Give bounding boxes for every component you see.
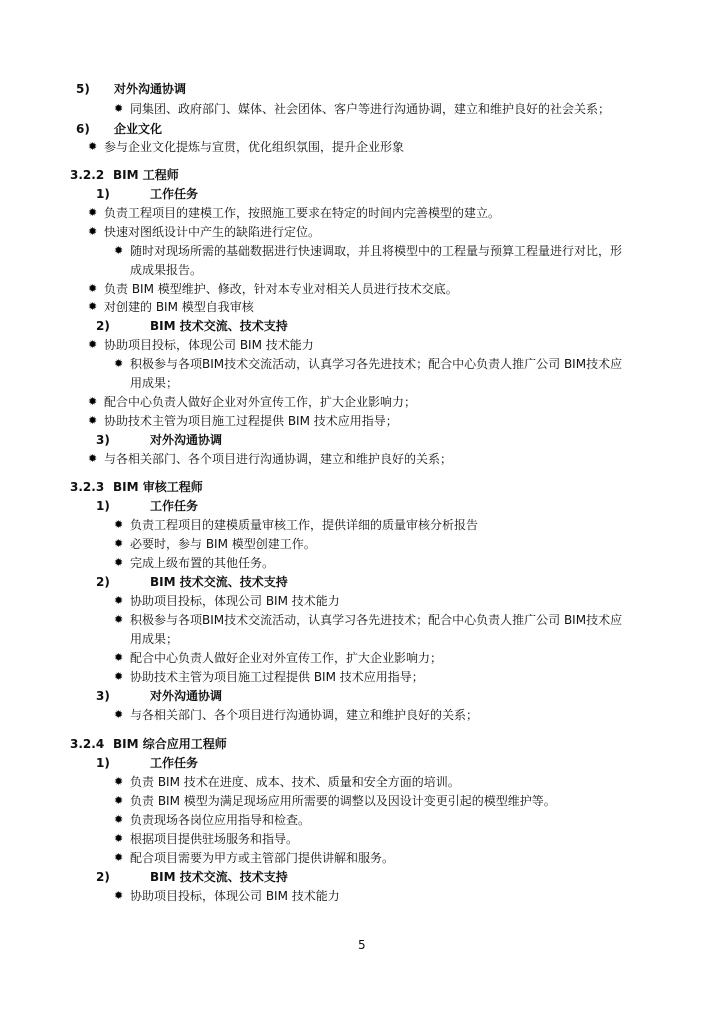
list-item: 随时对现场所需的基础数据进行快速调取，并且将模型中的工程量与预算工程量进行对比，形 xyxy=(130,244,623,258)
list-number: 2) xyxy=(96,870,110,884)
list-item: 负责 BIM 技术在进度、成本、技术、质量和安全方面的培训。 xyxy=(130,775,460,789)
bullet-icon: ✹ xyxy=(88,206,98,219)
bullet-icon: ✹ xyxy=(114,794,124,807)
bullet-icon: ✹ xyxy=(88,140,98,153)
subsection-heading: 工作任务 xyxy=(150,499,199,513)
list-number: 1) xyxy=(96,756,110,770)
list-number: 2) xyxy=(96,575,110,589)
list-item: 负责工程项目的建模质量审核工作，提供详细的质量审核分析报告 xyxy=(130,518,479,532)
subsection-heading: BIM 技术交流、技术支持 xyxy=(150,319,288,333)
bullet-icon: ✹ xyxy=(114,537,124,550)
bullet-icon: ✹ xyxy=(114,651,124,664)
subsection-heading: 对外沟通协调 xyxy=(150,433,223,447)
list-number: 3) xyxy=(96,689,110,703)
bullet-icon: ✹ xyxy=(88,414,98,427)
list-item-continuation: 用成果； xyxy=(130,376,179,390)
list-item: 协助技术主管为项目施工过程提供 BIM 技术应用指导； xyxy=(130,670,424,684)
bullet-icon: ✹ xyxy=(114,851,124,864)
section-number: 3.2.3 xyxy=(70,480,105,494)
bullet-icon: ✹ xyxy=(114,832,124,845)
list-item: 配合中心负责人做好企业对外宣传工作，扩大企业影响力； xyxy=(130,651,443,665)
bullet-icon: ✹ xyxy=(114,813,124,826)
subsection-heading: 对外沟通协调 xyxy=(114,82,187,96)
list-item: 完成上级布置的其他任务。 xyxy=(130,556,275,570)
bullet-icon: ✹ xyxy=(114,518,124,531)
section-number: 3.2.2 xyxy=(70,168,105,182)
list-number: 1) xyxy=(96,187,110,201)
bullet-icon: ✹ xyxy=(114,594,124,607)
bullet-icon: ✹ xyxy=(114,775,124,788)
bullet-icon: ✹ xyxy=(114,670,124,683)
section-heading: BIM 综合应用工程师 xyxy=(113,737,227,751)
page-number: 5 xyxy=(358,938,366,952)
section-number: 3.2.4 xyxy=(70,737,105,751)
section-heading: BIM 审核工程师 xyxy=(113,480,203,494)
bullet-icon: ✹ xyxy=(88,452,98,465)
list-item: 负责现场各岗位应用指导和检查。 xyxy=(130,813,311,827)
list-item: 负责 BIM 模型维护、修改，针对本专业对相关人员进行技术交底。 xyxy=(104,282,458,296)
list-item: 对创建的 BIM 模型自我审核 xyxy=(104,300,254,314)
subsection-heading: 工作任务 xyxy=(150,756,199,770)
list-item: 配合中心负责人做好企业对外宣传工作，扩大企业影响力； xyxy=(104,395,417,409)
list-number: 5) xyxy=(76,82,90,96)
bullet-icon: ✹ xyxy=(114,244,124,257)
bullet-icon: ✹ xyxy=(114,556,124,569)
section-heading: BIM 工程师 xyxy=(113,168,179,182)
list-item: 参与企业文化提炼与宣贯，优化组织氛围，提升企业形象 xyxy=(104,140,405,154)
bullet-icon: ✹ xyxy=(88,282,98,295)
list-item-continuation: 用成果； xyxy=(130,632,179,646)
list-item: 根据项目提供驻场服务和指导。 xyxy=(130,832,299,846)
subsection-heading: 工作任务 xyxy=(150,187,199,201)
list-item: 协助项目投标，体现公司 BIM 技术能力 xyxy=(130,594,340,608)
list-item-continuation: 成成果报告。 xyxy=(130,263,203,277)
subsection-heading: 企业文化 xyxy=(114,122,163,136)
bullet-icon: ✹ xyxy=(88,338,98,351)
list-item: 协助项目投标，体现公司 BIM 技术能力 xyxy=(104,338,314,352)
list-item: 负责工程项目的建模工作，按照施工要求在特定的时间内完善模型的建立。 xyxy=(104,206,501,220)
list-item: 负责 BIM 模型为满足现场应用所需要的调整以及因设计变更引起的模型维护等。 xyxy=(130,794,556,808)
subsection-heading: 对外沟通协调 xyxy=(150,689,223,703)
list-item: 协助技术主管为项目施工过程提供 BIM 技术应用指导； xyxy=(104,414,398,428)
bullet-icon: ✹ xyxy=(88,225,98,238)
bullet-icon: ✹ xyxy=(114,889,124,902)
bullet-icon: ✹ xyxy=(88,395,98,408)
list-item: 积极参与各项BIM技术交流活动，认真学习各先进技术；配合中心负责人推广公司 BIM技术应 xyxy=(130,357,623,371)
list-item: 配合项目需要为甲方或主管部门提供讲解和服务。 xyxy=(130,851,395,865)
list-item: 与各相关部门、各个项目进行沟通协调，建立和维护良好的关系； xyxy=(130,708,479,722)
list-number: 1) xyxy=(96,499,110,513)
bullet-icon: ✹ xyxy=(114,708,124,721)
subsection-heading: BIM 技术交流、技术支持 xyxy=(150,870,288,884)
list-item: 与各相关部门、各个项目进行沟通协调，建立和维护良好的关系； xyxy=(104,452,453,466)
list-item: 积极参与各项BIM技术交流活动，认真学习各先进技术；配合中心负责人推广公司 BIM技术应 xyxy=(130,613,623,627)
subsection-heading: BIM 技术交流、技术支持 xyxy=(150,575,288,589)
list-number: 6) xyxy=(76,122,90,136)
bullet-icon: ✹ xyxy=(114,357,124,370)
list-item: 必要时，参与 BIM 模型创建工作。 xyxy=(130,537,316,551)
bullet-icon: ✹ xyxy=(114,102,124,115)
list-item: 快速对图纸设计中产生的缺陷进行定位。 xyxy=(104,225,321,239)
list-number: 3) xyxy=(96,433,110,447)
list-number: 2) xyxy=(96,319,110,333)
bullet-icon: ✹ xyxy=(114,613,124,626)
bullet-icon: ✹ xyxy=(88,300,98,313)
list-item: 协助项目投标，体现公司 BIM 技术能力 xyxy=(130,889,340,903)
list-item: 同集团、政府部门、媒体、社会团体、客户等进行沟通协调，建立和维护良好的社会关系； xyxy=(130,102,611,116)
